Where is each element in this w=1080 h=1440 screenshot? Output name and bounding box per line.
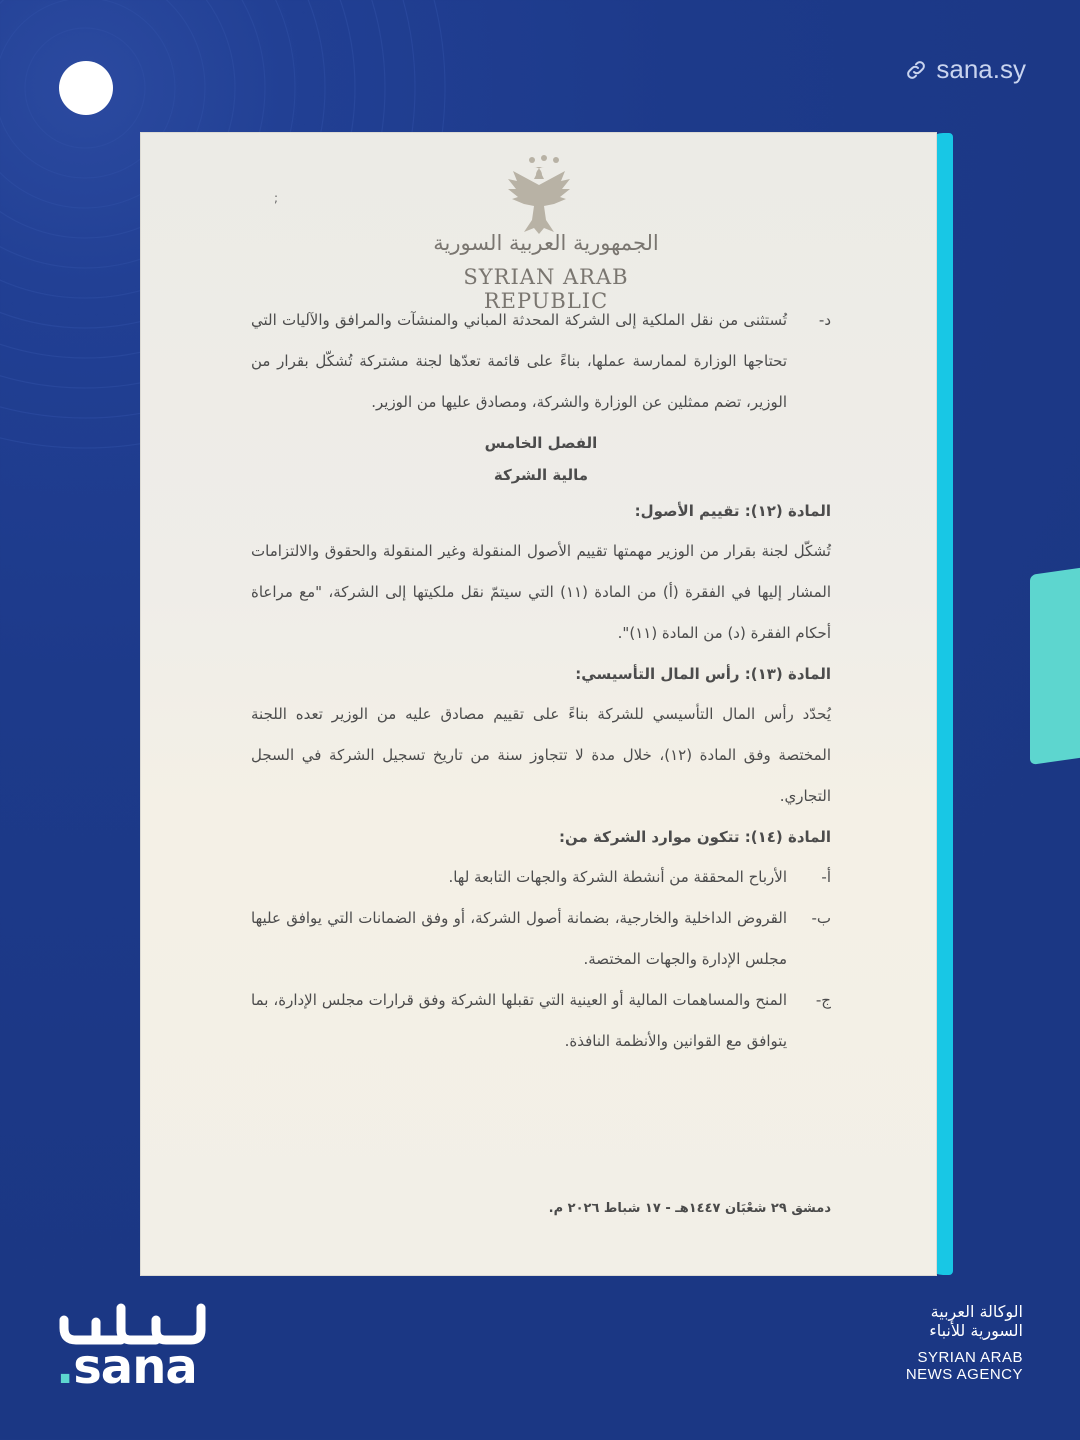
agency-name-english-line1: SYRIAN ARAB bbox=[917, 1349, 1023, 1366]
item-text: المنح والمساهمات المالية أو العينية التي تقبلها الشركة وفق قرارات مجلس الإدارة، بما يتوافق مع القوانين والأنظمة النافذة. bbox=[251, 991, 787, 1050]
agency-name-arabic-line2: السورية للأنباء bbox=[929, 1321, 1023, 1340]
item-marker: ج- bbox=[815, 991, 831, 1009]
agency-name-english-line2: NEWS AGENCY bbox=[905, 1366, 1023, 1383]
link-icon bbox=[904, 58, 928, 82]
paragraph-marker: د- bbox=[818, 311, 831, 329]
eagle-icon bbox=[496, 153, 592, 243]
article-14-item-c bbox=[251, 980, 831, 1062]
item-text: الأرباح المحققة من أنشطة الشركة والجهات التابعة لها. bbox=[448, 868, 787, 886]
republic-name-arabic: الجمهورية العربية السورية bbox=[433, 231, 659, 255]
date-line: دمشق ٢٩ شعْبَان ١٤٤٧هـ - ١٧ شباط ٢٠٢٦ م. bbox=[548, 1201, 831, 1216]
decree-page bbox=[141, 133, 936, 1275]
logo-dot: . bbox=[56, 1339, 74, 1395]
item-marker: ب- bbox=[811, 909, 831, 927]
article-14-item-a bbox=[251, 857, 831, 898]
decorative-dot bbox=[59, 61, 113, 115]
site-link[interactable] bbox=[904, 54, 1026, 85]
site-url: sana.sy bbox=[936, 54, 1026, 84]
article-12-title: المادة (١٢): تقييم الأصول: bbox=[634, 502, 831, 520]
paragraph-d bbox=[251, 300, 831, 423]
article-12-text: تُشكّل لجنة بقرار من الوزير مهمتها تقييم الأصول المنقولة وغير المنقولة والحقوق والالتزامات المشار إليها في الفقرة (أ) من المادة (١١) التي سيتمّ نقل ملكيتها إلى الشركة، "مع مراعاة أحكام الفقرة (د) من المادة (١١)". bbox=[251, 542, 831, 642]
chapter-heading: الفصل الخامس bbox=[484, 434, 598, 452]
article-13-title: المادة (١٣): رأس المال التأسيسي: bbox=[575, 665, 831, 683]
paragraph-text: تُستثنى من نقل الملكية إلى الشركة المحدثة المباني والمنشآت والمرافق والآليات التي تحتاجها الوزارة لممارسة عملها، بناءً على قائمة تعدّها لجنة مشتركة تُشكّل بقرار من الوزير، تضم ممثلين عن الوزارة والشركة، ومصادق عليها من الوزير. bbox=[251, 311, 787, 411]
item-text: القروض الداخلية والخارجية، بضمانة أصول الشركة، أو وفق الضمانات التي يوافق عليها مجلس الإدارة والجهات المختصة. bbox=[251, 909, 787, 968]
item-marker: أ- bbox=[821, 868, 831, 886]
logo-text: sana bbox=[73, 1339, 197, 1395]
margin-mark: ; bbox=[274, 191, 279, 205]
decree-body bbox=[251, 300, 831, 1062]
article-14-title: المادة (١٤): تتكون موارد الشركة من: bbox=[559, 828, 831, 846]
agency-name bbox=[906, 1302, 1023, 1383]
sana-logo-latin bbox=[56, 1339, 197, 1395]
decorative-shape bbox=[1030, 565, 1080, 765]
article-14-item-b bbox=[251, 898, 831, 980]
chapter-title: مالية الشركة bbox=[493, 466, 589, 484]
republic-name-english: SYRIAN ARAB REPUBLIC bbox=[463, 265, 629, 313]
article-13-text: يُحدّد رأس المال التأسيسي للشركة بناءً على تقييم مصادق عليه من الوزير تعده اللجنة المختصة وفق المادة (١٢)، خلال مدة لا تتجاوز سنة من تاريخ تسجيل الشركة في السجل التجاري. bbox=[251, 705, 831, 805]
agency-name-arabic-line1: الوكالة العربية bbox=[930, 1302, 1023, 1321]
